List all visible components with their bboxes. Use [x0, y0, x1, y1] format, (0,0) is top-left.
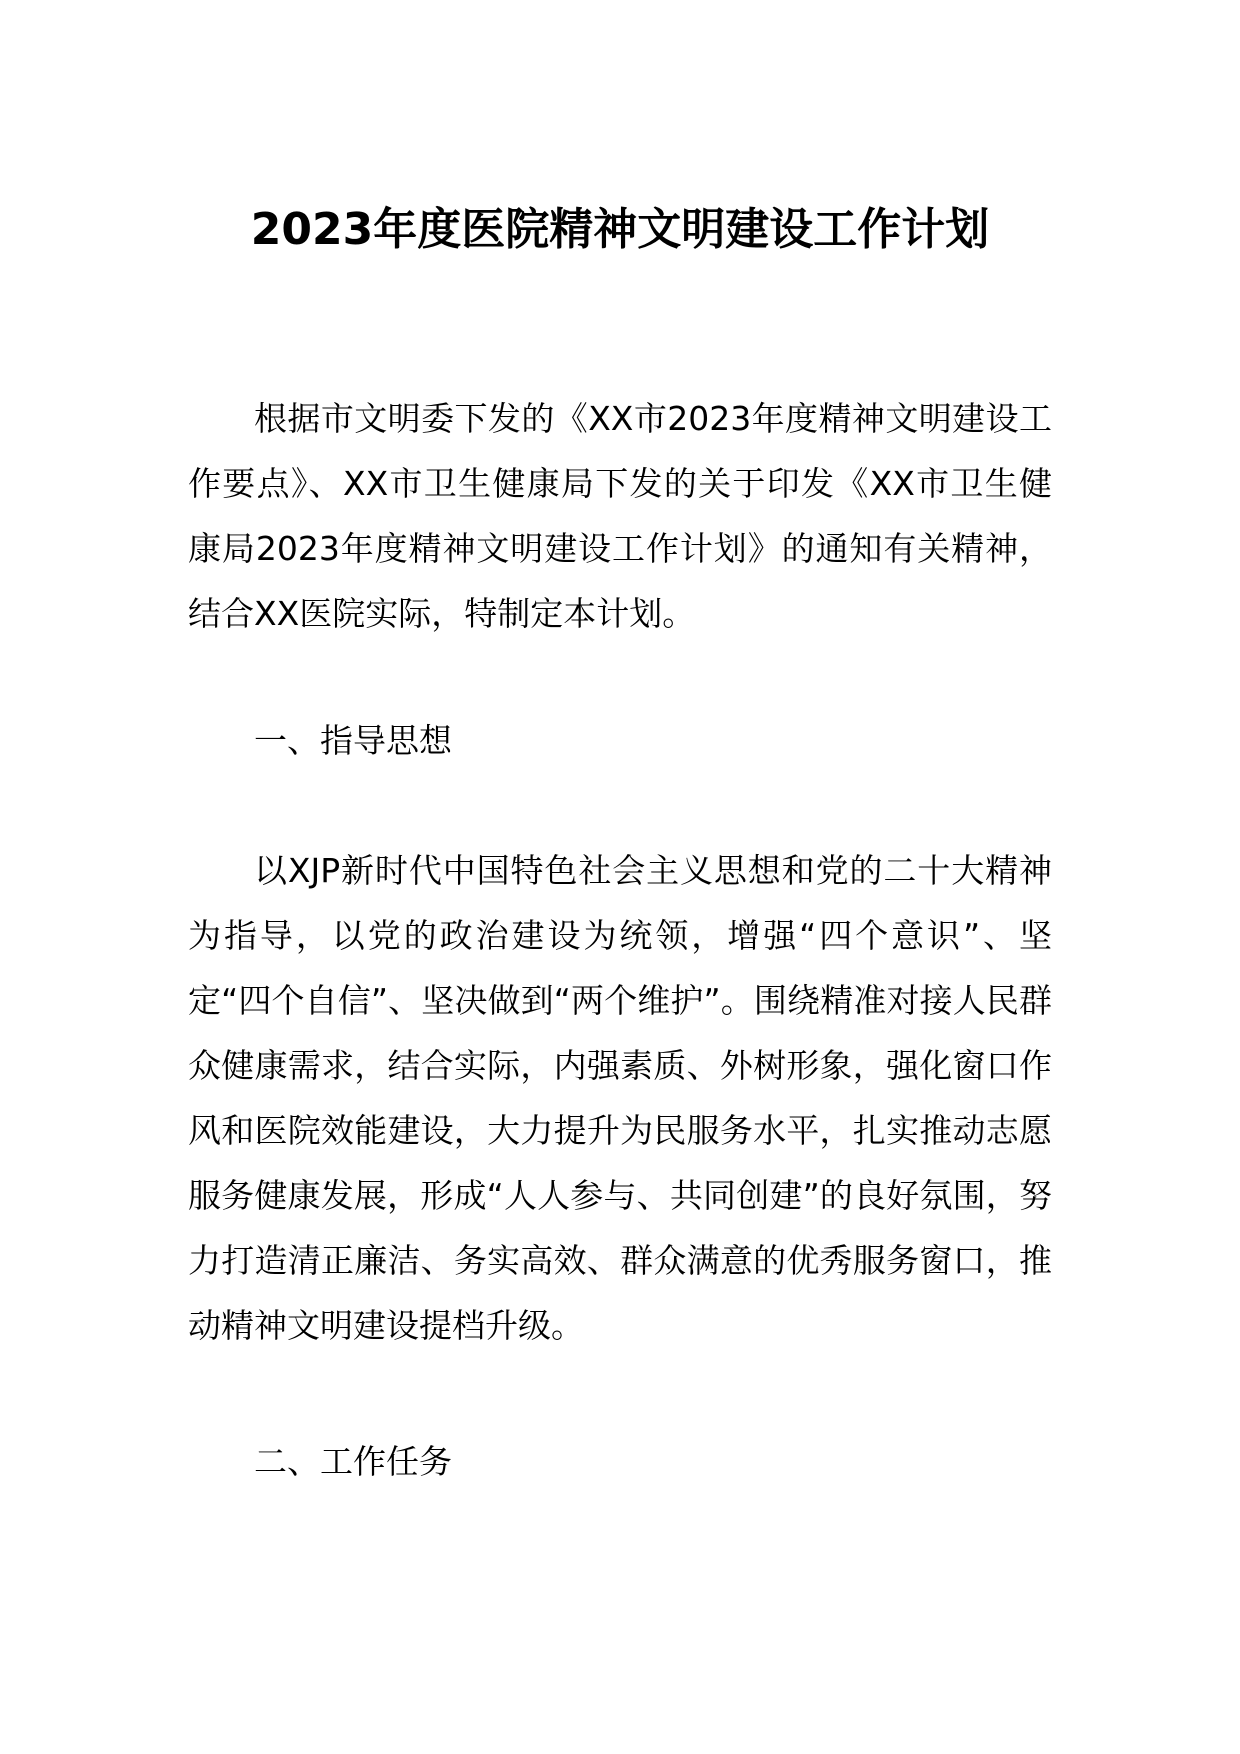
intro-paragraph: 根据市文明委下发的《XX市2023年度精神文明建设工作要点》、XX市卫生健康局下发的关于印发《XX市卫生健康局2023年度精神文明建设工作计划》的通知有关精神，结合XX医院实际，特制定本计划。: [188, 399, 1052, 633]
document-title: 2023年度医院精神文明建设工作计划: [250, 204, 990, 255]
section-heading-work-tasks: 二、工作任务: [254, 1442, 452, 1481]
section-heading-guiding-ideology: 一、指导思想: [254, 721, 452, 760]
guiding-ideology-paragraph: 以XJP新时代中国特色社会主义思想和党的二十大精神为指导，以党的政治建设为统领，增强“四个意识”、坚定“四个自信”、坚决做到“两个维护”。围绕精准对接人民群众健康需求，结合实际，内强素质、外树形象，强化窗口作风和医院效能建设，大力提升为民服务水平，扎实推动志愿服务健康发展，形成“人人参与、共同创建”的良好氛围，努力打造清正廉洁、务实高效、群众满意的优秀服务窗口，推动精神文明建设提档升级。: [188, 851, 1052, 1345]
